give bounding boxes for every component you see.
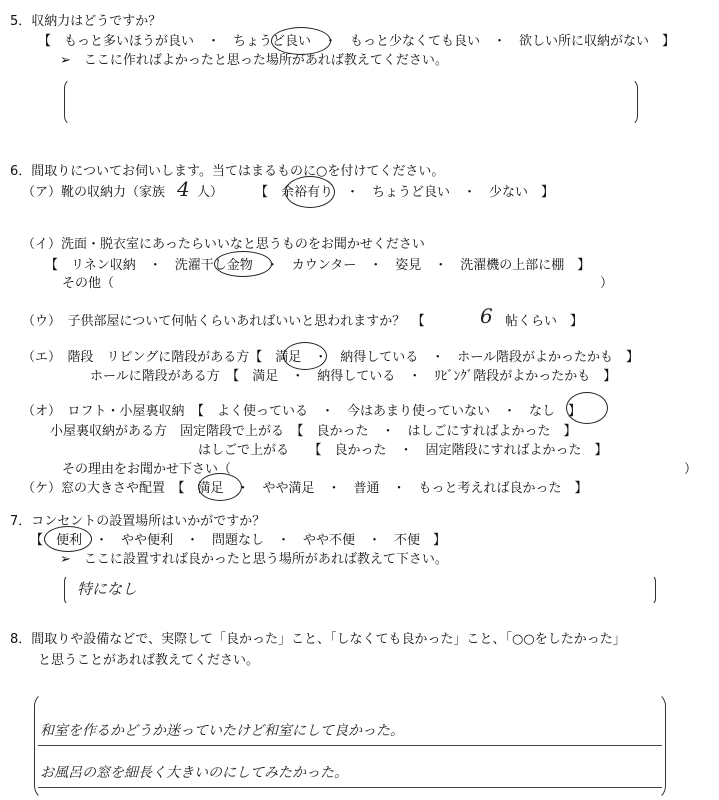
q6i-label: （イ）洗面・脱衣室にあったらいいなと思うものをお聞かせください [22,237,425,252]
q6u-suffix: 帖くらい 】 [505,314,584,329]
q8-answer-1: 和室を作るかどうか迷っていたけど和室にして良かった。 [40,723,404,739]
q6a-family-count: 4 [177,177,190,201]
q6i-other-close: ） [600,276,614,291]
q6e-line2: ホールに階段がある方 【 満足 ・ 納得している ・ ﾘﾋﾞﾝｸﾞ階段がよかったかも 】 [90,369,617,384]
q6u-answer: 6 [480,304,493,328]
answer-circle [198,473,242,501]
answer-circle [566,392,608,424]
q6i-options: 【 リネン収納 ・ 洗濯干し金物 ・ カウンター ・ 姿見 ・ 洗濯機の上部に棚 】 [45,258,591,273]
q6o-line3: はしごで上がる 【 良かった ・ 固定階段にすればよかった 】 [198,443,608,458]
answer-line [38,745,662,746]
answer-circle [283,342,327,370]
answer-circle [214,251,272,277]
q8-answer-box[interactable] [34,692,666,800]
q6a-label: （ア）靴の収納力（家族 [22,185,166,200]
q7-answer: 特になし [77,580,138,598]
q6i-other: その他（ [62,276,115,291]
q8-answer-2: お風呂の窓を細長く大きいのにしてみたかった。 [40,765,348,781]
q6u-label: （ウ） 子供部屋について何帖くらいあればいいと思われますか？ 【 [22,314,425,329]
q6o-reason-close: ） [684,462,698,477]
q8-title2: と思うことがあれば教えてください。 [38,653,260,668]
answer-circle [271,27,331,55]
q7-options: 【 便利 ・ やや便利 ・ 問題なし ・ やや不便 ・ 不便 】 [30,533,447,548]
answer-circle [285,176,335,208]
q7-title: 7．コンセントの設置場所はいかがですか？ [10,514,266,529]
answer-line [38,787,662,788]
q5-title: 5．収納力はどうですか？ [10,14,162,29]
q5-options: 【 もっと多いほうが良い ・ ちょうど良い ・ もっと少なくても良い ・ 欲しい所に収納がない 】 [38,34,676,49]
q6e-line1: （エ） 階段 リビングに階段がある方【 満足 ・ 納得している ・ ホール階段がよかったかも 】 [22,350,639,365]
q6ke-line1: （ケ）窓の大きさや配置 【 満足 ・ やや満足 ・ 普通 ・ もっと考えれば良かった 】 [22,481,588,496]
q6o-reason: その理由をお聞かせ下さい（ [62,462,232,477]
q6o-line1: （オ） ロフト・小屋裏収納 【 よく使っている ・ 今はあまり使っていない ・ なし 】 [22,404,582,419]
q6-title: 6．間取りについてお伺いします。当てはまるものに○を付けてください。 [10,164,445,179]
q5-prompt: ➢ ここに作ればよかったと思った場所があれば教えてください。 [60,53,448,68]
answer-circle [44,526,92,552]
q6o-line2: 小屋裏収納がある方 固定階段で上がる 【 良かった ・ はしごにすればよかった 】 [50,424,577,439]
q7-answer-box[interactable] [64,575,656,605]
q8-title: 8．間取りや設備などで、実際して「良かった」こと、「しなくても良かった」こと、「○○をしたかった」 [10,632,626,647]
q5-answer-box[interactable] [64,78,638,126]
q6a-unit: 人） [197,185,224,200]
q7-prompt: ➢ ここに設置すれば良かったと思う場所があれば教えて下さい。 [60,552,448,567]
q6a-options: 【 余裕有り ・ ちょうど良い ・ 少ない 】 [255,185,555,200]
